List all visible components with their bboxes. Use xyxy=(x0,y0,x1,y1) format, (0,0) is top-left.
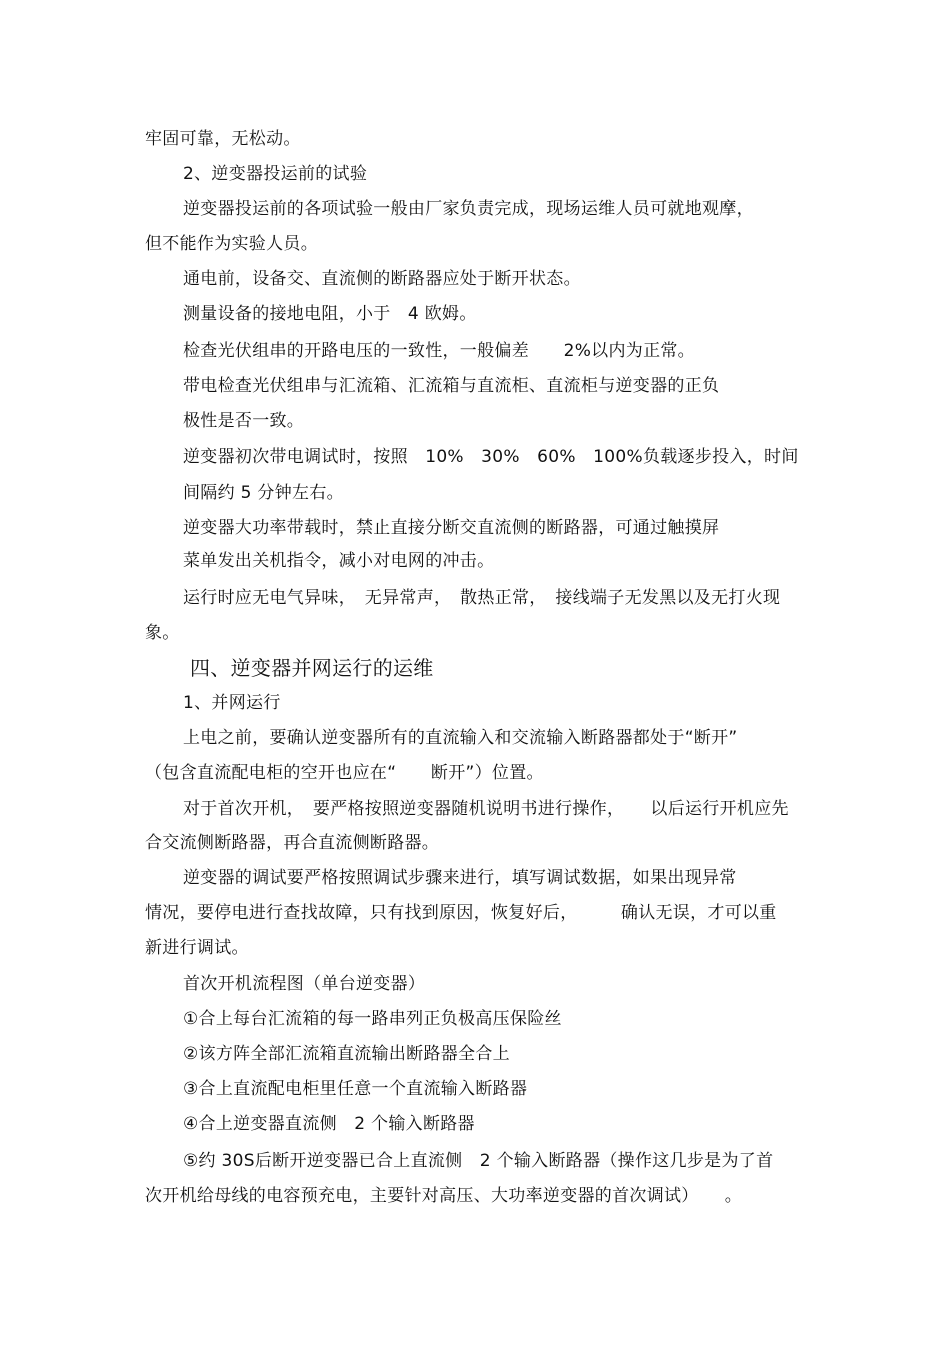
text-line: 牢固可靠，无松动。 xyxy=(145,129,301,149)
list-item: ⑤约 30S后断开逆变器已合上直流侧 2 个输入断路器（操作这几步是为了首 xyxy=(183,1151,774,1171)
list-item: ④合上逆变器直流侧 2 个输入断路器 xyxy=(183,1114,475,1134)
text-line: （包含直流配电柜的空开也应在“ 断开”）位置。 xyxy=(145,763,544,783)
text-line: 情况，要停电进行查找故障，只有找到原因，恢复好后， 确认无误，才可以重 xyxy=(145,903,777,923)
text-line: 逆变器初次带电调试时，按照 10% 30% 60% 100%负载逐步投入，时间 xyxy=(183,447,799,467)
text-line: 带电检查光伏组串与汇流箱、汇流箱与直流柜、直流柜与逆变器的正负 xyxy=(183,376,720,396)
text-line: 合交流侧断路器，再合直流侧断路器。 xyxy=(145,833,440,853)
text-line: 逆变器投运前的各项试验一般由厂家负责完成，现场运维人员可就地观摩， xyxy=(183,199,754,219)
section-heading: 1、并网运行 xyxy=(183,693,281,713)
text-line: 对于首次开机， 要严格按照逆变器随机说明书进行操作， 以后运行开机应先 xyxy=(183,799,789,819)
text-line: 逆变器大功率带载时，禁止直接分断交直流侧的断路器，可通过触摸屏 xyxy=(183,518,720,538)
chapter-heading: 四、逆变器并网运行的运维 xyxy=(190,656,434,680)
text-line: 新进行调试。 xyxy=(145,938,249,958)
text-line: 检查光伏组串的开路电压的一致性，一般偏差 2%以内为正常。 xyxy=(183,341,695,361)
text-line: 上电之前，要确认逆变器所有的直流输入和交流输入断路器都处于“断开” xyxy=(183,728,738,748)
text-line: 逆变器的调试要严格按照调试步骤来进行，填写调试数据，如果出现异常 xyxy=(183,868,737,888)
list-item: ③合上直流配电柜里任意一个直流输入断路器 xyxy=(183,1079,528,1099)
text-line: 通电前，设备交、直流侧的断路器应处于断开状态。 xyxy=(183,269,581,289)
text-line: 极性是否一致。 xyxy=(183,411,305,431)
text-line: 间隔约 5 分钟左右。 xyxy=(183,483,344,503)
section-heading: 2、逆变器投运前的试验 xyxy=(183,164,368,184)
text-line: 首次开机流程图（单台逆变器） xyxy=(183,974,426,994)
text-line: 运行时应无电气异味， 无异常声， 散热正常， 接线端子无发黑以及无打火现 xyxy=(183,588,781,608)
list-item: ②该方阵全部汇流箱直流输出断路器全合上 xyxy=(183,1044,510,1064)
text-line: 次开机给母线的电容预充电，主要针对高压、大功率逆变器的首次调试） 。 xyxy=(145,1186,742,1206)
text-line: 测量设备的接地电阻，小于 4 欧姆。 xyxy=(183,304,477,324)
text-line: 菜单发出关机指令，减小对电网的冲击。 xyxy=(183,551,495,571)
text-line: 但不能作为实验人员。 xyxy=(145,234,318,254)
text-line: 象。 xyxy=(145,623,180,643)
list-item: ①合上每台汇流箱的每一路串列正负极高压保险丝 xyxy=(183,1009,562,1029)
